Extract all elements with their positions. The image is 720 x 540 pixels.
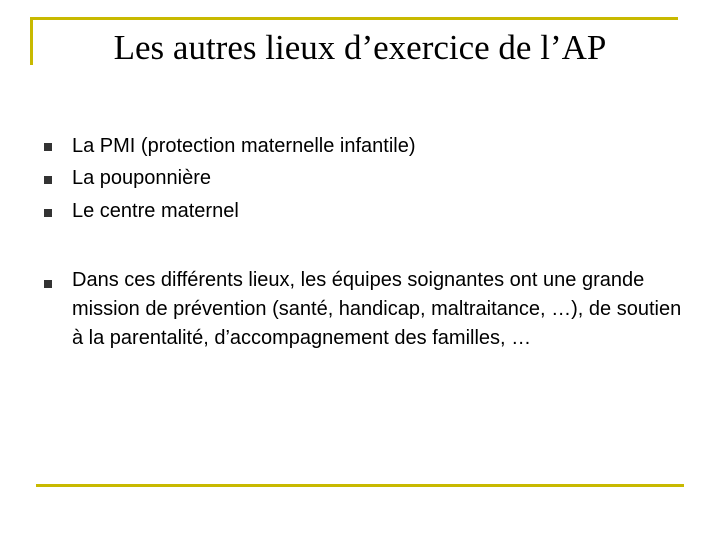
bullet-icon xyxy=(44,209,52,217)
list-item: Dans ces différents lieux, les équipes soignantes ont une grande mission de prévention (santé, handicap, maltraitance, …), de soutien à la parentalité, d’accompagnement des familles, … xyxy=(72,269,682,349)
frame-left-rule xyxy=(30,17,33,65)
frame-bottom-rule xyxy=(36,484,684,487)
bullet-icon xyxy=(44,176,52,184)
bullet-icon xyxy=(44,143,52,151)
slide-title: Les autres lieux d’exercice de l’AP xyxy=(113,28,607,67)
list-item: La pouponnière xyxy=(72,167,212,189)
list-item: Le centre maternel xyxy=(72,200,239,222)
bullet-icon xyxy=(44,280,52,288)
list-item: La PMI (protection maternelle infantile) xyxy=(72,135,416,157)
frame-top-rule xyxy=(30,17,678,20)
